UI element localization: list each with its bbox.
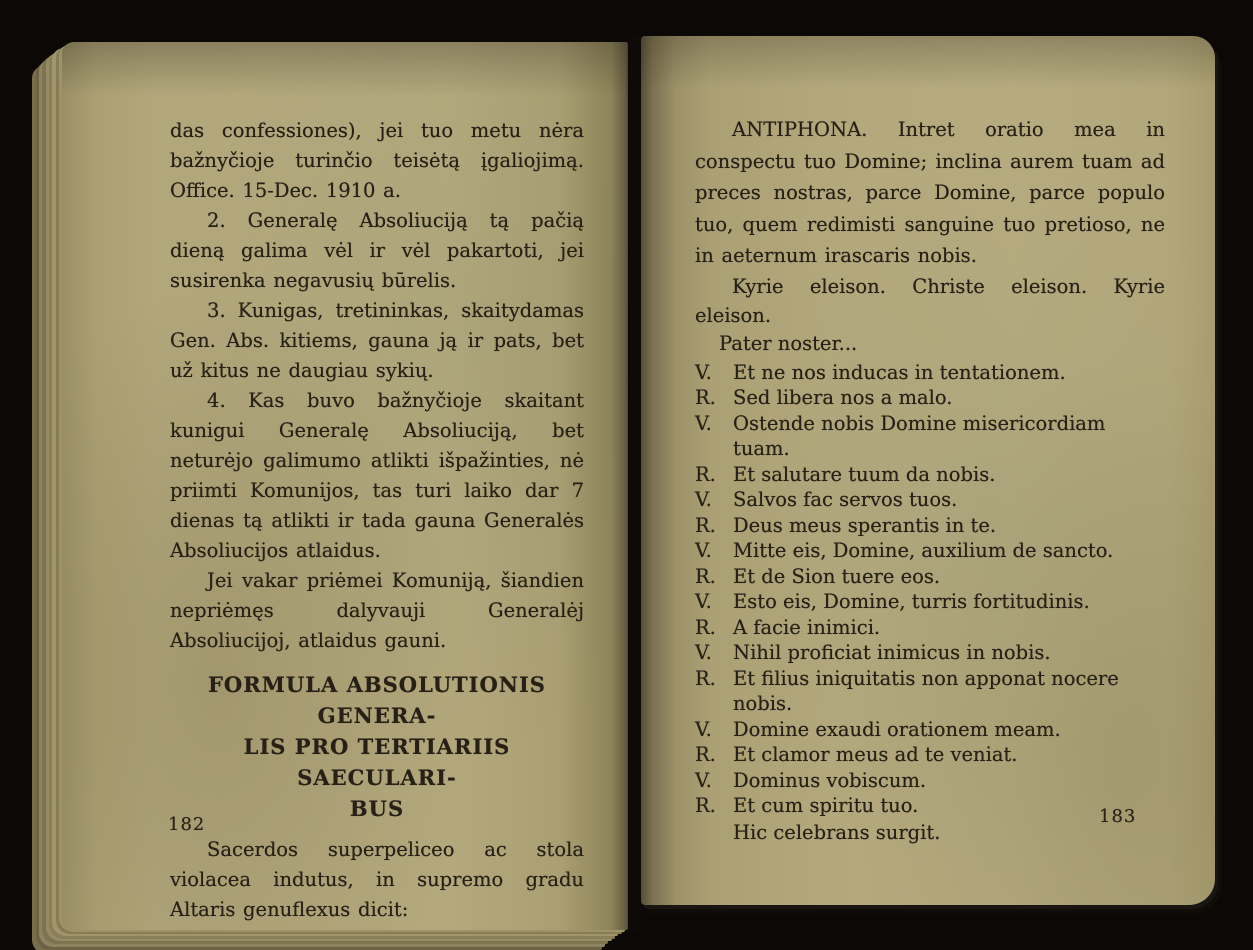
- versicle-text: Mitte eis, Domine, auxilium de sancto.: [733, 539, 1114, 562]
- versicle-prefix: R.: [695, 462, 716, 486]
- versicle-row: [695, 462, 1165, 488]
- paragraph: Sacerdos superpeliceo ac stola violacea indutus, in supremo gradu Altaris genuflexus dicit:: [170, 838, 584, 921]
- versicle-text: A facie inimici.: [733, 615, 881, 639]
- left-page: [62, 42, 628, 930]
- versicle-text: Et clamor meus ad te veniat.: [733, 743, 1018, 766]
- antiphona-paragraph: ANTIPHONA. Intret oratio mea in conspectu tuo Domine; inclina aurem tuam ad preces nostras, parce Domine, parce populo tuo, quem redimisti sanguine tuo pretioso, ne in aeternum irascaris nobis.: [695, 118, 1165, 267]
- versicle-text: Esto eis, Domine, turris fortitudinis.: [733, 590, 1090, 613]
- versicle-text: Salvos fac servos tuos.: [733, 488, 958, 511]
- versicle-text: Et filius iniquitatis non apponat nocere nobis.: [733, 666, 1119, 715]
- right-page-text-block: [641, 36, 1215, 846]
- versicle-row: [695, 793, 1165, 819]
- paragraph: das confessiones), jei tuo metu nėra bažnyčioje turinčio teisėtą įgaliojimą. Office. 15-Dec. 1910 a.: [170, 119, 584, 202]
- heading-line: FORMULA ABSOLUTIONIS GENERA-: [208, 672, 546, 728]
- versicle-row: [695, 411, 1165, 462]
- versicle-row: [695, 538, 1165, 564]
- pater-noster-line: Pater noster...: [719, 331, 858, 355]
- versicle-prefix: V.: [695, 488, 712, 511]
- versicle-row: [695, 360, 1165, 386]
- versicle-prefix: R.: [695, 513, 716, 537]
- paragraph: Jei vakar priėmei Komuniją, šiandien nepriėmęs dalyvauji Generalėj Absoliucijoj, atlaidus gauni.: [170, 569, 584, 652]
- versicle-prefix: V.: [695, 539, 712, 562]
- versicle-row: [695, 564, 1165, 590]
- versicle-prefix: R.: [695, 666, 716, 690]
- versicle-prefix: V.: [695, 590, 712, 613]
- versicle-row: [695, 717, 1165, 743]
- heading-line: BUS: [349, 796, 405, 821]
- paragraph: 3. Kunigas, tretininkas, skaitydamas Gen. Abs. kitiems, gauna ją ir pats, bet už kitus ne daugiau sykių.: [170, 299, 584, 382]
- versicle-prefix: V.: [695, 360, 712, 384]
- page-number: 182: [168, 814, 206, 835]
- versicle-text: Deus meus sperantis in te.: [733, 513, 997, 537]
- book-gutter-shadow: [626, 36, 642, 930]
- versicle-row: [695, 640, 1165, 666]
- versicle-prefix: R.: [695, 743, 716, 766]
- versicle-row: [695, 768, 1165, 794]
- versicle-text: Et salutare tuum da nobis.: [733, 462, 996, 486]
- heading-line: LIS PRO TERTIARIIS SAECULARI-: [243, 734, 511, 790]
- versicle-row: [695, 513, 1165, 539]
- versicle-row: [695, 589, 1165, 615]
- versicle-row: [695, 487, 1165, 513]
- versicle-row: [695, 385, 1165, 411]
- versicle-text: Ostende nobis Domine misericordiam tuam.: [733, 411, 1106, 460]
- versicle-row: [695, 666, 1165, 717]
- section-heading: [170, 669, 584, 824]
- versicle-prefix: V.: [695, 411, 712, 435]
- versicle-text: Dominus vobiscum.: [733, 768, 927, 792]
- left-page-text-block: [62, 42, 628, 925]
- versicle-text: Et cum spiritu tuo.: [733, 794, 919, 817]
- versicle-text: Nihil proficiat inimicus in nobis.: [733, 641, 1051, 664]
- versicle-text: Domine exaudi orationem meam.: [733, 717, 1061, 741]
- versicle-prefix: V.: [695, 641, 712, 664]
- versicle-prefix: R.: [695, 564, 716, 588]
- versicle-prefix: R.: [695, 386, 716, 409]
- versicle-text: Et de Sion tuere eos.: [733, 564, 941, 588]
- rubric-line: Hic celebrans surgit.: [733, 820, 941, 844]
- versicle-list: [695, 360, 1165, 819]
- paragraph: 4. Kas buvo bažnyčioje skaitant kunigui Generalę Absoliuciją, bet neturėjo galimumo atlikti išpažinties, nė priimti Komunijos, tas turi laiko dar 7 dienas tą atlikti ir tada gauna Generalės Absoliucijos atlaidus.: [170, 389, 584, 562]
- kyrie-paragraph: Kyrie eleison. Christe eleison. Kyrie eleison.: [695, 274, 1165, 327]
- versicle-prefix: V.: [695, 768, 712, 792]
- versicle-text: Et ne nos inducas in tentationem.: [733, 360, 1066, 384]
- versicle-prefix: R.: [695, 794, 716, 817]
- versicle-prefix: V.: [695, 717, 712, 741]
- versicle-row: [695, 615, 1165, 641]
- paragraph: 2. Generalę Absoliuciją tą pačią dieną galima vėl ir vėl pakartoti, jei susirenka negavusių būrelis.: [170, 209, 584, 292]
- right-page: [641, 36, 1215, 905]
- page-number: 183: [1099, 806, 1137, 827]
- versicle-row: [695, 742, 1165, 768]
- versicle-text: Sed libera nos a malo.: [733, 386, 953, 409]
- versicle-prefix: R.: [695, 615, 716, 639]
